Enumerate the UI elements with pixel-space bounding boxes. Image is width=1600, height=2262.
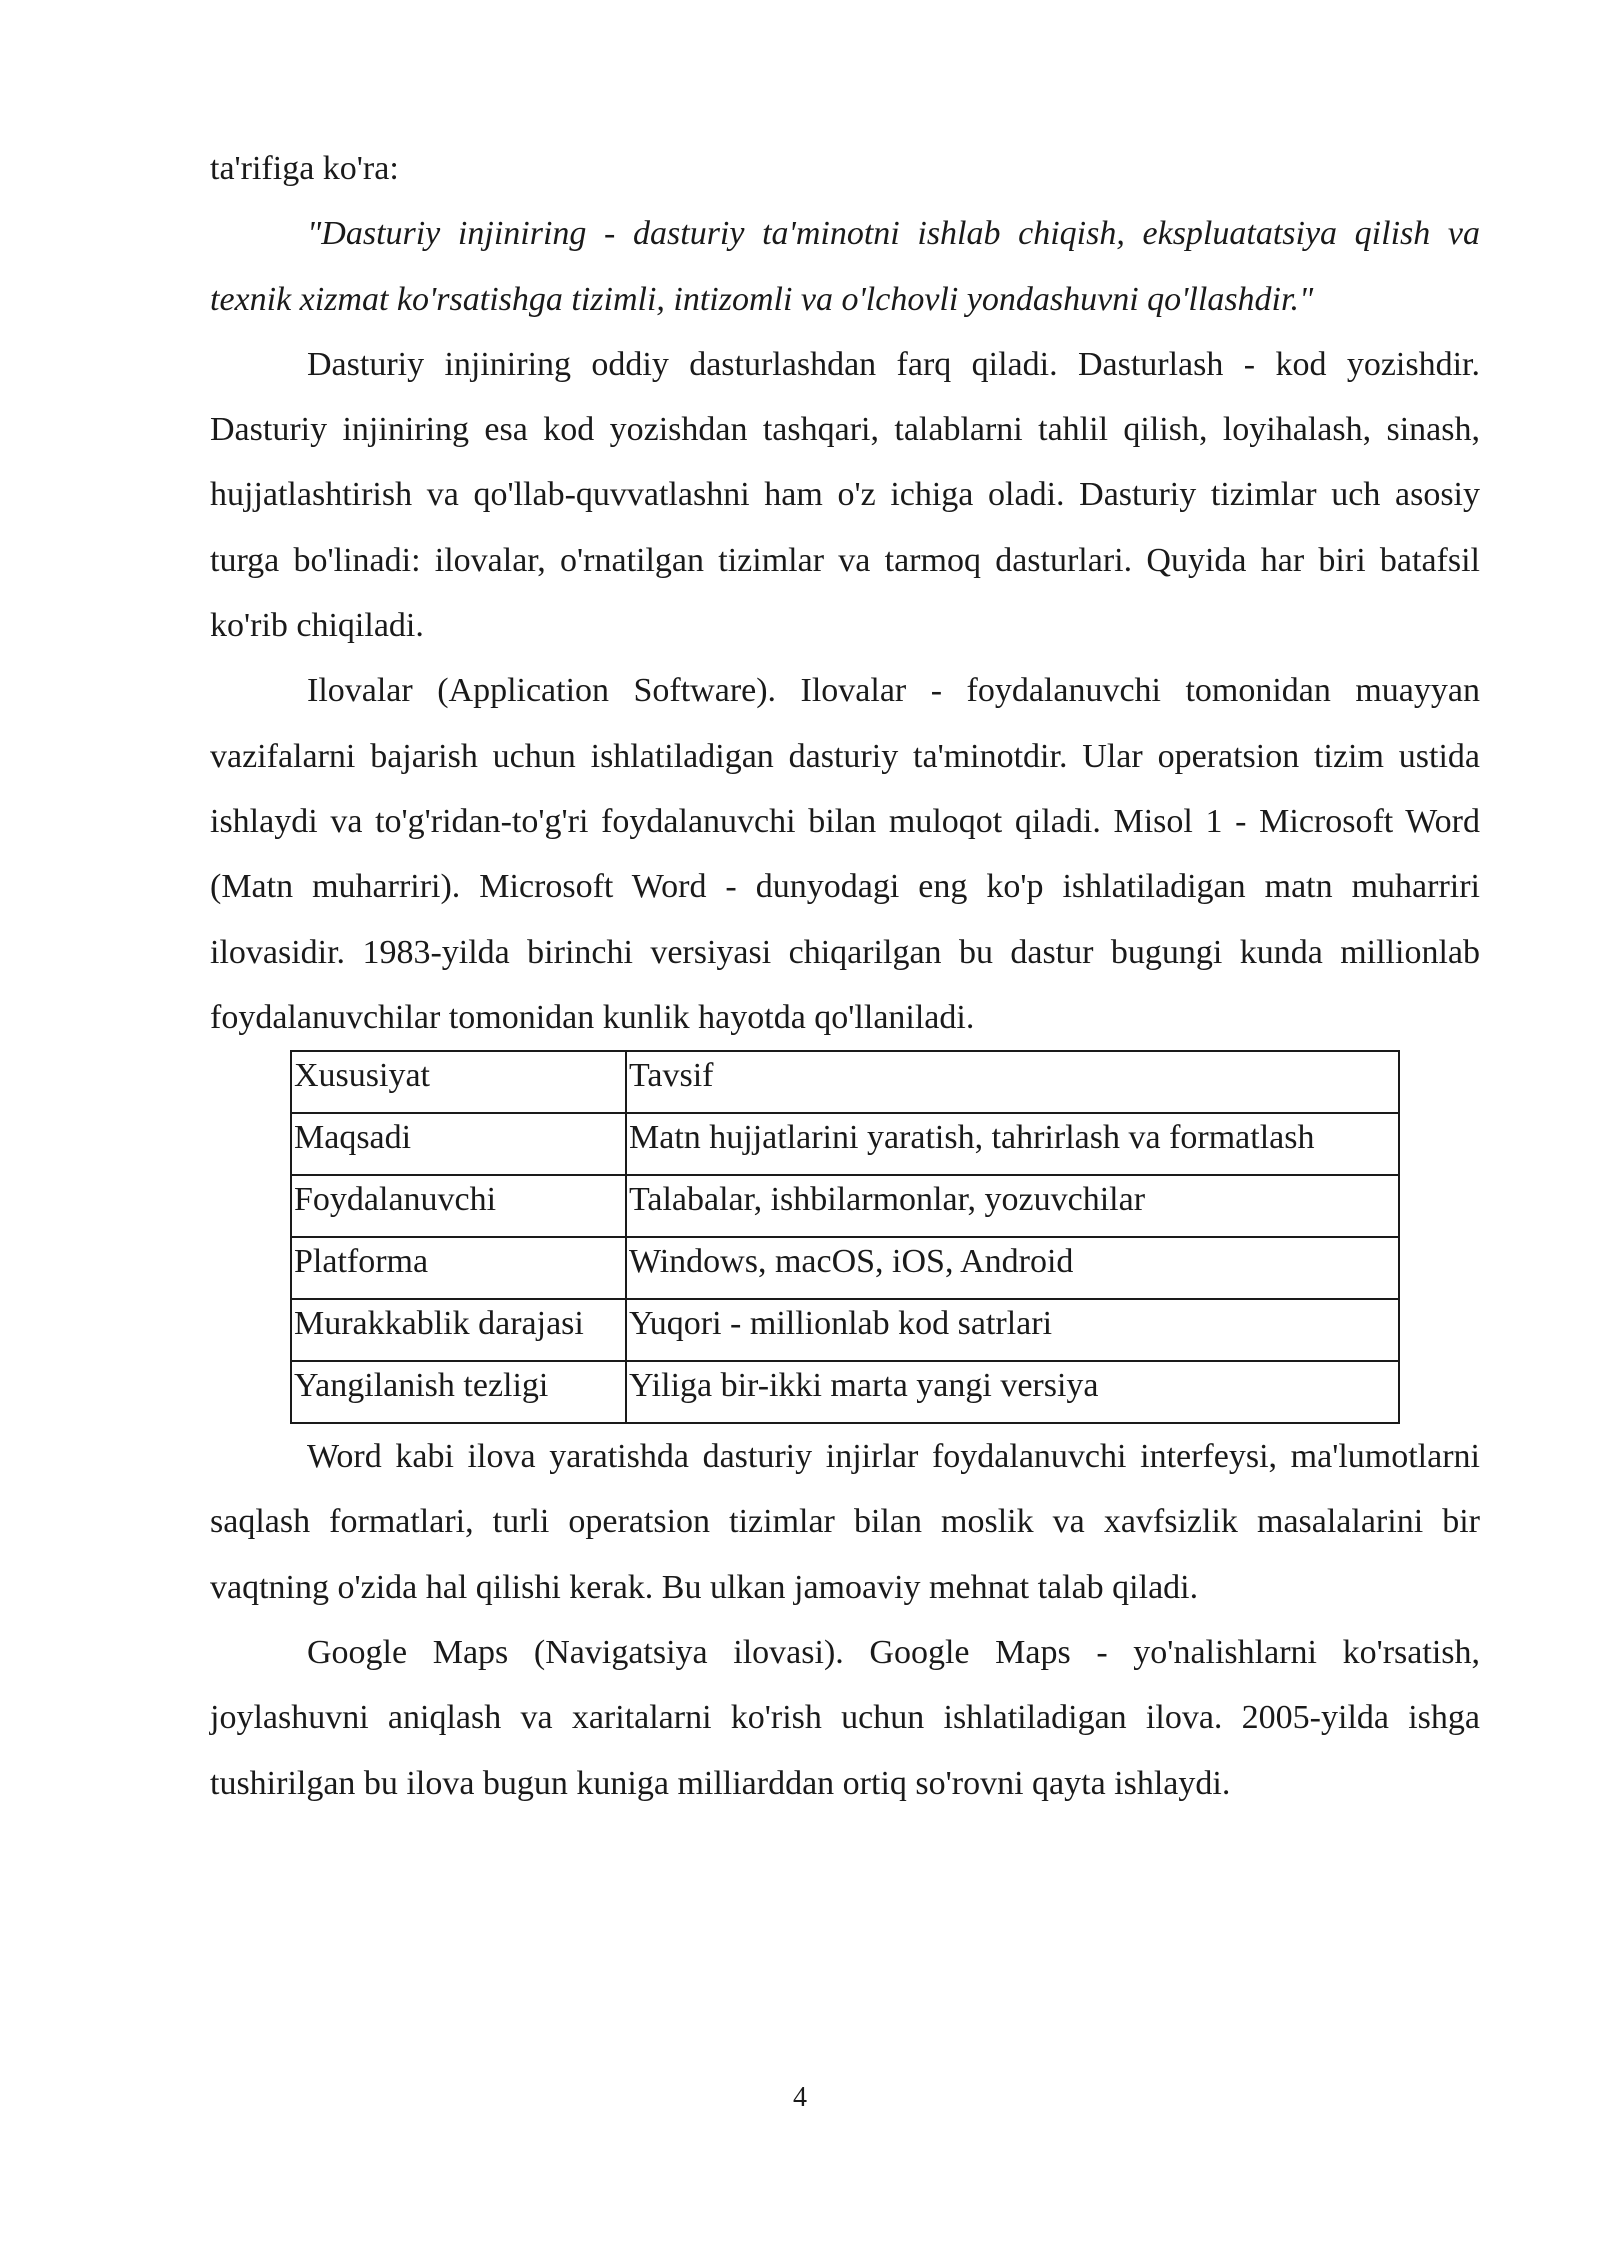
paragraph-intro-line: ta'rifiga ko'ra: [210, 150, 399, 187]
table-header-cell: Tavsif [626, 1051, 1399, 1113]
table-row [291, 1113, 1399, 1175]
paragraph-google-maps: Google Maps (Navigatsiya ilovasi). Google Maps - yo'nalishlarni ko'rsatish, joylashuvni aniqlash va xaritalarni ko'rish uchun ishlatiladigan ilova. 2005-yilda ishga tushirilgan bu ilova bugun kuniga milliarddan ortiq so'rovni qayta ishlaydi. [210, 1634, 1480, 1802]
table-cell: Talabalar, ishbilarmonlar, yozuvchilar [626, 1175, 1399, 1237]
page-number: 4 [793, 2082, 807, 2113]
paragraph-definition-quote: "Dasturiy injiniring - dasturiy ta'minotni ishlab chiqish, ekspluatatsiya qilish va texnik xizmat ko'rsatishga tizimli, intizomli va o'lchovli yondashuvni qo'llashdir." [210, 215, 1480, 318]
table-row [291, 1237, 1399, 1299]
table-cell: Yuqori - millionlab kod satrlari [626, 1299, 1399, 1361]
table-cell: Yiliga bir-ikki marta yangi versiya [626, 1361, 1399, 1423]
table-header-cell: Xususiyat [291, 1051, 626, 1113]
table-cell: Platforma [291, 1237, 626, 1299]
table-cell: Foydalanuvchi [291, 1175, 626, 1237]
table-cell: Windows, macOS, iOS, Android [626, 1237, 1399, 1299]
paragraph-engineering-vs-programming: Dasturiy injiniring oddiy dasturlashdan farq qiladi. Dasturlash - kod yozishdir. Dasturiy injiniring esa kod yozishdan tashqari, talablarni tahlil qilish, loyihalash, sinash, hujjatlashtirish va qo'llab-quvvatlashni ham o'z ichiga oladi. Dasturiy tizimlar uch asosiy turga bo'linadi: ilovalar, o'rnatilgan tizimlar va tarmoq dasturlari. Quyida har biri batafsil ko'rib chiqiladi. [210, 345, 1480, 645]
paragraph-word-development: Word kabi ilova yaratishda dasturiy injirlar foydalanuvchi interfeysi, ma'lumotlarni saqlash formatlari, turli operatsion tizimlar bilan moslik va xavfsizlik masalalarini bir vaqtning o'zida hal qilishi kerak. Bu ulkan jamoaviy mehnat talab qiladi. [210, 1438, 1480, 1606]
table-cell: Matn hujjatlarini yaratish, tahrirlash va formatlash [626, 1113, 1399, 1175]
table-header-row [291, 1051, 1399, 1113]
table-row [291, 1361, 1399, 1423]
table-row [291, 1299, 1399, 1361]
table-cell: Yangilanish tezligi [291, 1361, 626, 1423]
word-properties-table [290, 1050, 1400, 1424]
table-cell: Maqsadi [291, 1113, 626, 1175]
document-page [210, 136, 1480, 1816]
table-cell: Murakkablik darajasi [291, 1299, 626, 1361]
table-row [291, 1175, 1399, 1237]
paragraph-application-software: Ilovalar (Application Software). Ilovalar - foydalanuvchi tomonidan muayyan vazifalarni bajarish uchun ishlatiladigan dasturiy ta'minotdir. Ular operatsion tizim ustida ishlaydi va to'g'ridan-to'g'ri foydalanuvchi bilan muloqot qiladi. Misol 1 - Microsoft Word (Matn muharriri). Microsoft Word - dunyodagi eng ko'p ishlatiladigan matn muharriri ilovasidir. 1983-yilda birinchi versiyasi chiqarilgan bu dastur bugungi kunda millionlab foydalanuvchilar tomonidan kunlik hayotda qo'llaniladi. [210, 672, 1480, 1036]
